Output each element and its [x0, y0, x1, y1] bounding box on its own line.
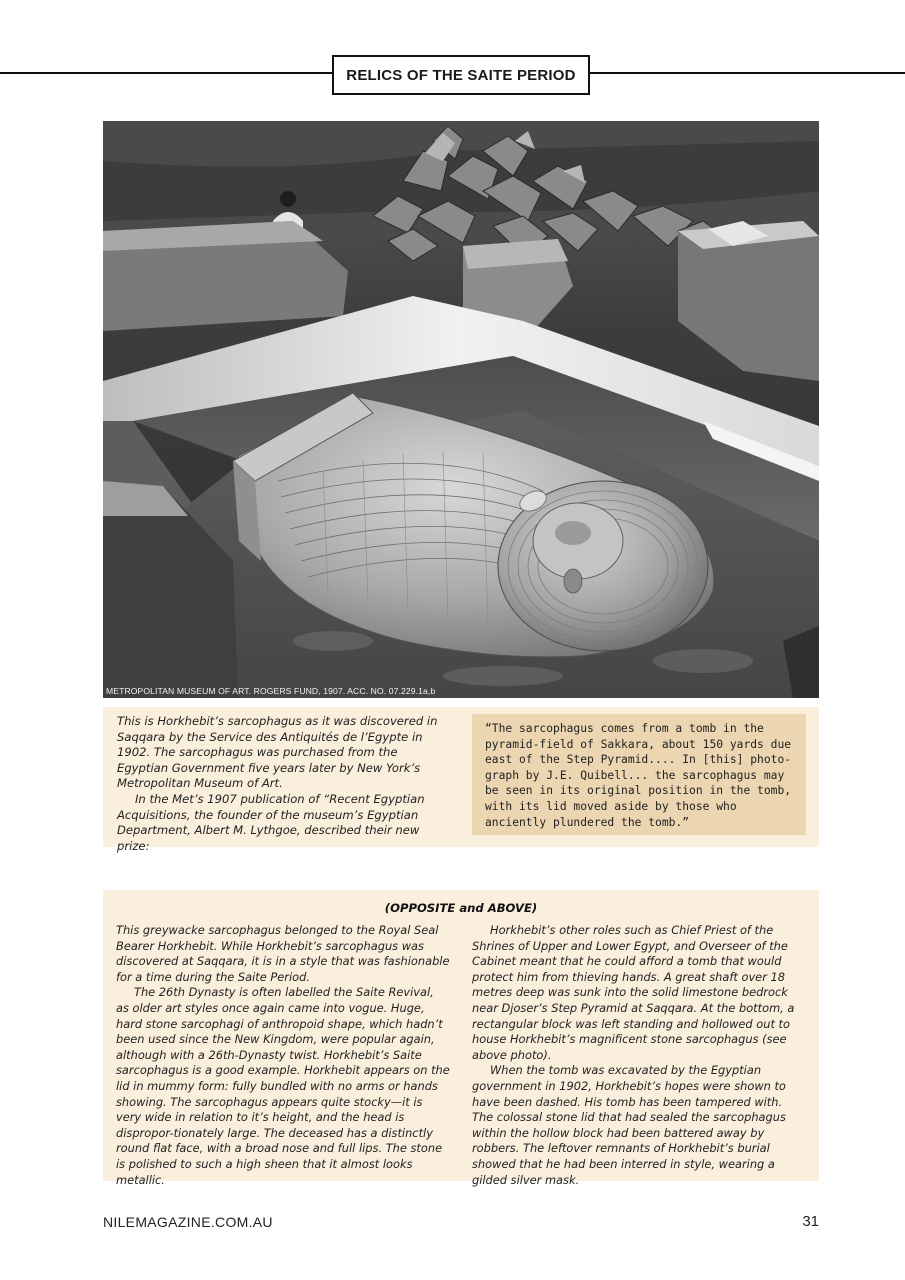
- caption-bottom-left-column: [116, 923, 450, 1188]
- sarcophagus-photo: [103, 121, 819, 698]
- caption-top-text: [117, 714, 447, 854]
- body-paragraph: Horkhebit’s other roles such as Chief Priest of the Shrines of Upper and Lower Egypt, and Overseer of the Cabinet meant that he could afford a tomb that would protect him from thieving hands. A great shaft over 18 metres deep was sunk into the solid limestone bedrock near Djoser’s Step Pyramid at Saqqara. At the bottom, a rectangular block was left standing and hollowed out to house Horkhebit’s magnificent stone sarcophagus (see above photo).: [472, 923, 795, 1062]
- body-paragraph: When the tomb was excavated by the Egyptian government in 1902, Horkhebit’s hopes were shown to have been dashed. His tomb has been tampered with. The colossal stone lid that had sealed the sarcophagus within the hollow block had been battered away by robbers. The leftover remnants of Horkhebit’s burial showed that he had been interred in style, wearing a gilded silver mask.: [472, 1063, 786, 1187]
- caption-top-panel: [103, 707, 819, 853]
- caption-bottom-right-column: [472, 923, 806, 1188]
- caption-bottom-panel: [103, 890, 819, 1187]
- page-number: 31: [802, 1213, 819, 1230]
- caption-top-paragraph: This is Horkhebit’s sarcophagus as it was discovered in Saqqara by the Service des Antiquités de l’Egypte in 1902. The sarcophagus was purchased from the Egyptian Government five years later by New York’s Metropolitan Museum of Art.: [117, 714, 438, 791]
- caption-bottom-title: (OPPOSITE and ABOVE): [384, 901, 538, 915]
- body-paragraph: This greywacke sarcophagus belonged to the Royal Seal Bearer Horkhebit. While Horkhebit’s sarcophagus was discovered at Saqqara, it is in a style that was fashionable for a time during the Saite Period.: [116, 923, 450, 984]
- section-title: RELICS OF THE SAITE PERIOD: [332, 55, 590, 95]
- caption-top-paragraph: In the Met’s 1907 publication of “Recent Egyptian Acquisitions, the founder of the museum’s Egyptian Department, Albert M. Lythgoe, described their new prize:: [117, 791, 425, 853]
- tomb-photo-illustration: [103, 121, 819, 698]
- lythgoe-quote: “The sarcophagus comes from a tomb in the pyramid-field of Sakkara, about 150 yards due east of the Step Pyramid.... In [this] photo-graph by J.E. Quibell... the sarcophagus may be seen in its original position in the tomb, with its lid moved aside by those who anciently plundered the tomb.”: [472, 714, 806, 835]
- photo-credit: METROPOLITAN MUSEUM OF ART. ROGERS FUND, 1907. ACC. NO. 07.229.1a,b: [106, 686, 436, 696]
- body-paragraph: The 26th Dynasty is often labelled the Saite Revival, as older art styles once again came into vogue. Huge, hard stone sarcophagi of anthropoid shape, which hadn’t been used since the New Kingdom, were popular again, although with a 26th-Dynasty twist. Horkhebit’s Saite sarcophagus is a good example. Horkhebit appears on the lid in mummy form: fully bundled with no arms or hands showing. The sarcophagus appears quite stocky—it is very wide in relation to it’s height, and the head is dispropor-tionately large. The deceased has a distinctly round flat face, with a broad nose and full lips. The stone is polished to such a high sheen that it almost looks metallic.: [116, 985, 450, 1187]
- footer-site-link[interactable]: NILEMAGAZINE.COM.AU: [103, 1214, 273, 1230]
